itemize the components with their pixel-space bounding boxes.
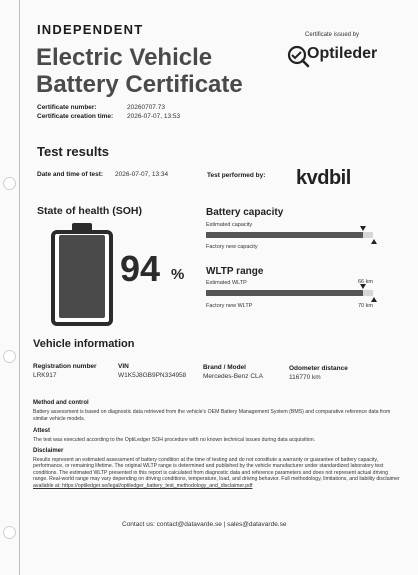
reg-value: LRK917 bbox=[33, 372, 57, 379]
odometer-label: Odometer distance bbox=[289, 365, 348, 372]
brand-value: Mercedes-Benz CLA bbox=[203, 373, 263, 380]
cert-created-label: Certificate creation time: bbox=[37, 113, 114, 120]
estimated-wltp-label: Estimated WLTP bbox=[206, 280, 247, 286]
factory-wltp-marker-icon bbox=[371, 297, 377, 302]
vin-value: W1K5J8GB9PN334958 bbox=[118, 372, 187, 379]
disclaimer-heading: Disclaimer bbox=[33, 448, 64, 454]
cert-number-label: Certificate number: bbox=[37, 104, 97, 111]
attest-heading: Attest bbox=[33, 428, 51, 434]
soh-heading: State of health (SOH) bbox=[37, 205, 143, 217]
page-title: Electric Vehicle Battery Certificate bbox=[36, 44, 243, 98]
test-results-heading: Test results bbox=[37, 144, 110, 159]
disclaimer-text: Results represent an estimated assessment of battery condition at the time of testing and do not constitute a warranty or guarantee of battery capacity, performance, or remaining lifetime. The original WLTP range is determined and published by the vehicle manufacturer under standardized laboratory test conditions. The estimated WLTP presented in this report is calculated from diagnostic data and reference parameters and does not represent actual driving range. Real-world range may vary depending on driving conditions, temperature, load, and driving behavior. Full methodology, limitations, and liability disclaimer available at: https://optiledger.se/legal/optiledger_battery_test_methodology_and_disclaimer.pdf bbox=[33, 457, 400, 489]
performed-by-label: Test performed by: bbox=[207, 172, 266, 179]
punch-hole bbox=[3, 177, 16, 190]
method-heading: Method and control bbox=[33, 400, 89, 406]
capacity-bar bbox=[206, 232, 373, 238]
kvdbil-logo: kvdbil bbox=[296, 167, 351, 189]
odometer-value: 116770 km bbox=[289, 374, 321, 381]
factory-capacity-label: Factory new capacity bbox=[206, 244, 258, 250]
capacity-heading: Battery capacity bbox=[206, 207, 284, 218]
battery-fill bbox=[59, 235, 105, 318]
issuer-logo-text: Optileder bbox=[307, 45, 378, 62]
punch-hole bbox=[3, 350, 16, 363]
capacity-bar-fill bbox=[206, 232, 363, 238]
estimated-capacity-label: Estimated capacity bbox=[206, 222, 253, 228]
binder-line bbox=[19, 0, 20, 575]
wltp-bar-fill bbox=[206, 290, 363, 296]
estimated-wltp-marker-icon bbox=[360, 284, 366, 289]
issued-by-label: Certificate issued by bbox=[305, 32, 360, 38]
factory-wltp-value: 70 km bbox=[358, 303, 373, 309]
estimated-marker-icon bbox=[360, 226, 366, 231]
test-date: 2026-07-07, 13:34 bbox=[115, 171, 169, 178]
soh-value: 94 bbox=[120, 248, 161, 289]
reg-label: Registration number bbox=[33, 363, 97, 370]
footer-contact[interactable]: Contact us: contact@datavarde.se | sales@datavarde.se bbox=[122, 521, 287, 528]
vin-label: VIN bbox=[118, 363, 129, 370]
method-text: Battery assessment is based on diagnostic data retrieved from the vehicle's OEM Battery Management System (BMS) and comparative reference data from similar vehicle models. bbox=[33, 409, 391, 422]
estimated-wltp-value: 66 km bbox=[358, 279, 373, 285]
cert-number: 20260707.73 bbox=[127, 104, 165, 111]
soh-unit: % bbox=[171, 266, 185, 283]
cert-created: 2026-07-07, 13:53 bbox=[127, 113, 181, 120]
brand-label: Brand / Model bbox=[203, 364, 246, 371]
punch-hole bbox=[3, 526, 16, 539]
factory-wltp-label: Factory new WLTP bbox=[206, 303, 253, 309]
wltp-heading: WLTP range bbox=[206, 266, 264, 277]
kicker: INDEPENDENT bbox=[37, 22, 144, 37]
test-date-label: Date and time of test: bbox=[37, 171, 104, 178]
wltp-bar bbox=[206, 290, 373, 296]
factory-marker-icon bbox=[371, 239, 377, 244]
attest-text: The test was executed according to the OptiLedger SOH procedure with no known technical issues during data acquisition. bbox=[33, 437, 316, 443]
vehicle-heading: Vehicle information bbox=[33, 338, 135, 350]
battery-icon bbox=[51, 230, 113, 326]
